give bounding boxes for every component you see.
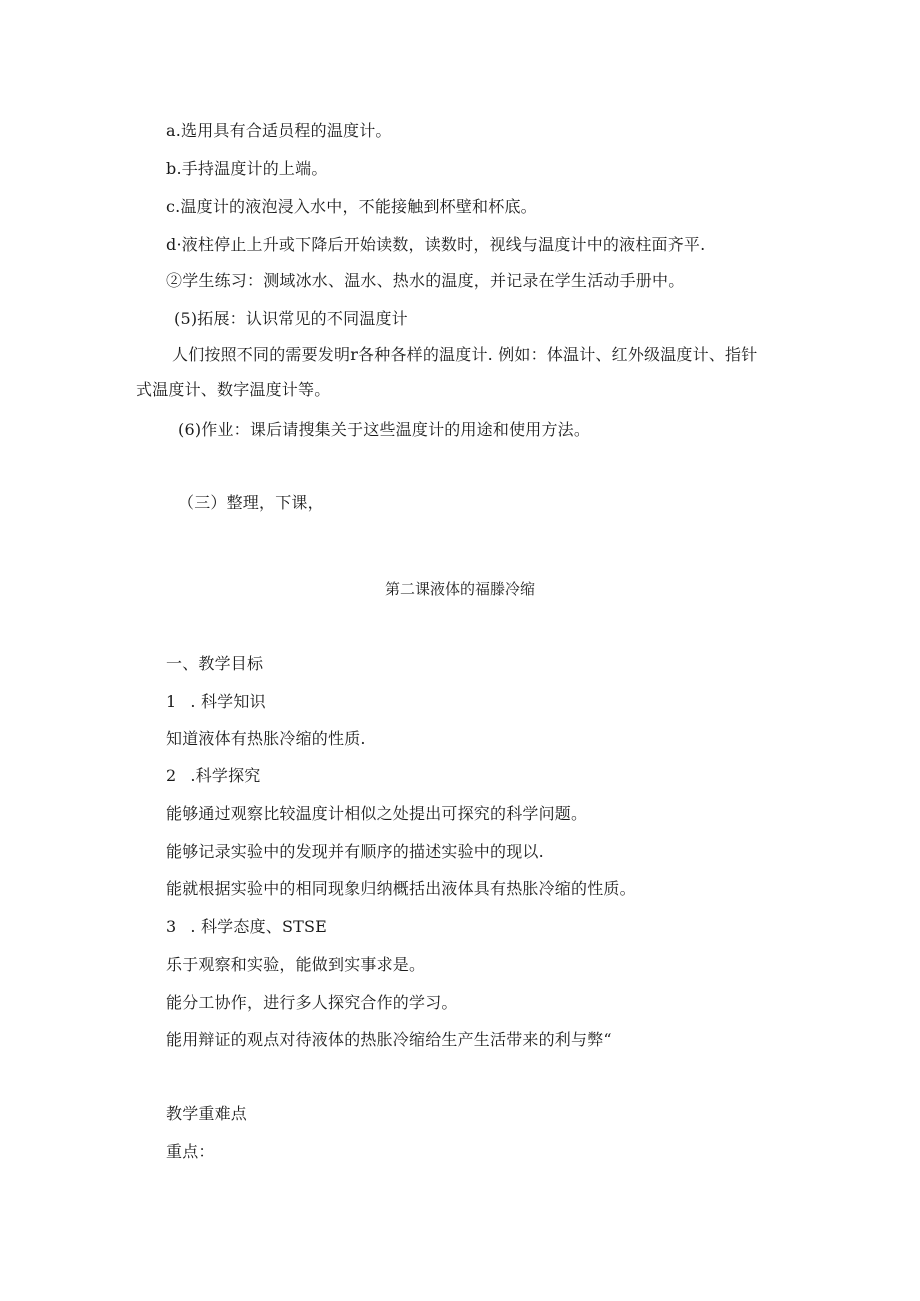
step-d-text: d·液柱停止上升或下降后开始读数，读数时，视线与温度计中的液柱面齐平. [166,235,706,254]
objective-1-number: 1 [166,692,177,711]
objective-2-number: 2 [166,766,177,785]
objective-1-heading [166,692,266,712]
wrap-up-text: （三）整理，下课， [178,493,324,512]
step-b-text: b.手持温度计的上端。 [166,159,328,178]
lesson-title: 第二课液体的福滕冷缩 [384,580,535,598]
extension-heading: (5)拓展：认识常见的不同温度计 [174,309,408,328]
objective-2-heading [166,766,260,786]
objective-2-text-1: 能够通过观察比较温度计相似之处提出可探究的科学问题。 [166,804,588,823]
extension-text-line-2: 式温度计、数字温度计等。 [136,380,331,399]
objective-2-text-2: 能够记录实验中的发现并有顺序的描述实验中的现以. [166,842,544,861]
objective-2-text-3: 能就根据实验中的相同现象归纳概括出液体具有热胀冷缩的性质。 [166,879,636,898]
objective-3-number: 3 [166,917,177,936]
homework-text: (6)作业：课后请搜集关于这些温度计的用途和使用方法。 [178,420,591,439]
step-a-text: a.选用具有合适员程的温度计。 [166,121,392,140]
extension-text-line-1: 人们按照不同的需要发明r各种各样的温度计. 例如：体温计、红外级温度计、指针 [172,345,758,364]
objective-3-text-1: 乐于观察和实验，能做到实事求是。 [166,955,426,974]
objective-1-text: 知道液体有热胀冷缩的性质. [166,729,366,748]
objectives-heading: 一、教学目标 [166,654,264,673]
key-points-heading: 教学重难点 [166,1104,248,1123]
objective-2-label: .科学探究 [190,766,261,785]
objective-3-text-3: 能用辩证的观点对待液体的热胀冷缩给生产生活带来的利与弊“ [166,1030,612,1049]
objective-1-label: . 科学知识 [190,692,266,711]
practice-text: ②学生练习：测域冰水、温水、热水的温度，并记录在学生活动手册中。 [166,271,685,290]
objective-3-heading [166,917,327,937]
step-c-text: c.温度计的液泡浸入水中，不能接触到杯壁和杯底。 [166,197,537,216]
objective-3-text-2: 能分工协作，进行多人探究合作的学习。 [166,993,458,1012]
key-point-label: 重点： [166,1142,215,1161]
objective-3-label: . 科学态度、STSE [190,917,328,936]
